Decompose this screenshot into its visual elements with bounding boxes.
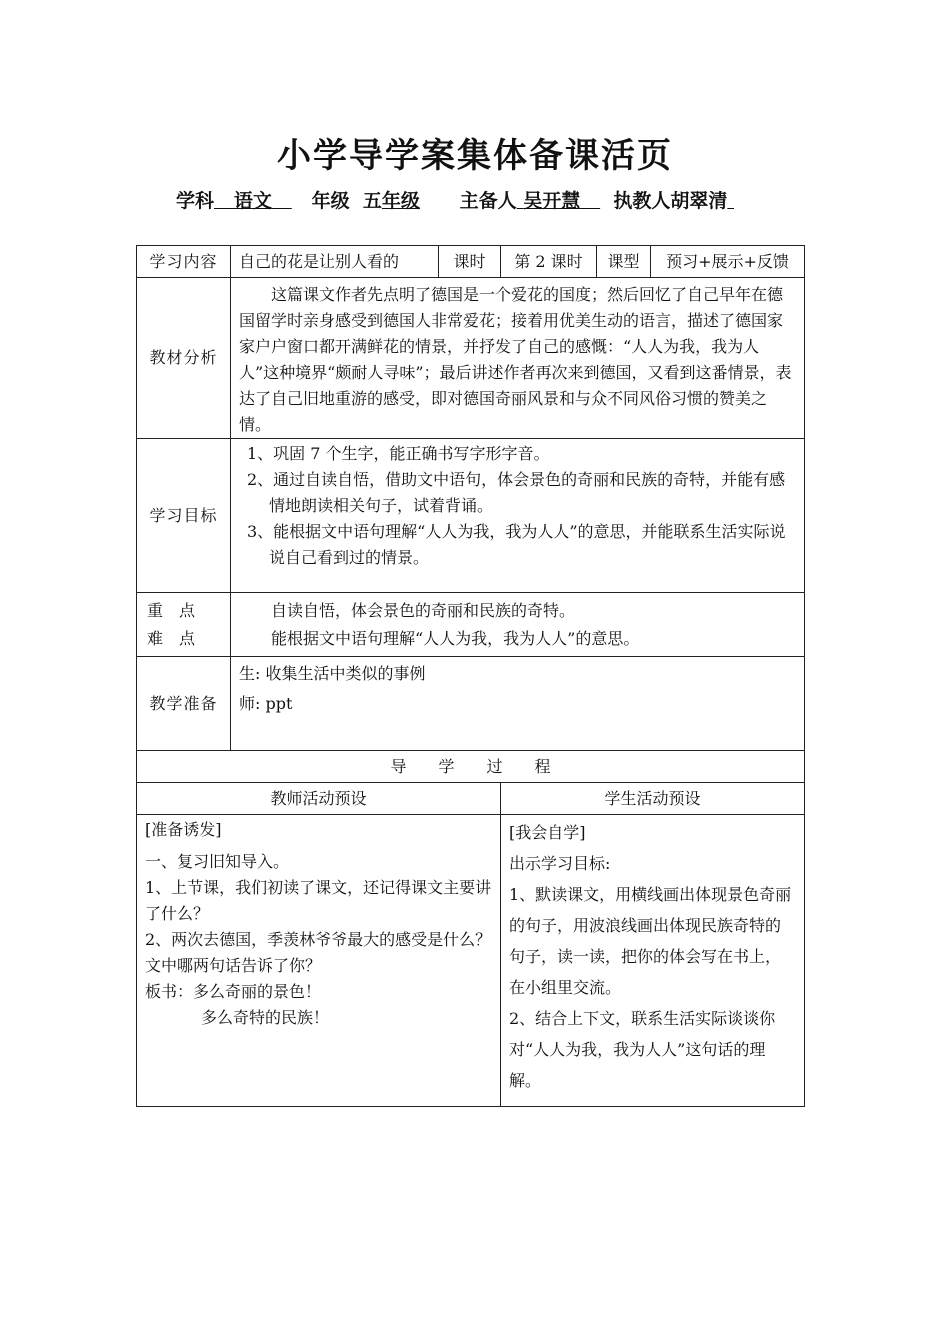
period-label: 课时 (439, 246, 501, 278)
key-points-row (137, 593, 805, 657)
preparation-content (231, 657, 805, 751)
key-points-labels (137, 593, 231, 657)
goals-content (231, 439, 805, 593)
teacher-label: 执教人 (613, 190, 671, 212)
goal-item: 1、巩固 7 个生字，能正确书写字形字音。 (247, 444, 550, 463)
preparer-value (517, 190, 601, 212)
student-column-header: 学生活动预设 (501, 783, 805, 815)
subject-text: 语文 (233, 190, 272, 212)
preparer-text: 吴开慧 (523, 190, 581, 212)
analysis-paragraph: 这篇课文作者先点明了德国是一个爱花的国度；然后回忆了自己早年在德国留学时亲身感受到德国人非常爱花；接着用优美生动的语言，描述了德国家家户户窗口都开满鲜花的情景，并抒发了自己的感慨：“人人为我，我为人人”这种境界“颇耐人寻味”；最后讲述作者再次来到德国，又看到这番情景，表达了自己旧地重游的感受，即对德国奇丽风景和与众不同风俗习惯的赞美之情。 (239, 285, 792, 434)
goal-item: 3、能根据文中语句理解“人人为我，我为人人”的意思，并能联系生活实际说说自己看到过的情景。 (247, 522, 786, 567)
key-text: 自读自悟，体会景色的奇丽和民族的奇特。 (271, 601, 576, 620)
difficulty-label: 难 点 (147, 629, 196, 648)
teacher-column-header: 教师活动预设 (137, 783, 501, 815)
student-line: 出示学习目标: (509, 854, 611, 873)
student-section-title: [我会自学] (509, 823, 586, 842)
teacher-value: 胡翠清 (670, 190, 728, 212)
process-heading: 导 学 过 程 (137, 751, 805, 783)
process-columns-row (137, 783, 805, 815)
key-label: 重 点 (147, 601, 196, 620)
content-label: 学习内容 (137, 246, 231, 278)
content-value: 自己的花是让别人看的 (231, 246, 439, 278)
type-value: 预习+展示+反馈 (651, 246, 805, 278)
preparer-label: 主备人 (459, 190, 517, 212)
goals-row (137, 439, 805, 593)
grade-prefix: 五 (362, 190, 382, 212)
meta-line (176, 186, 734, 213)
teacher-section-title: [准备诱发] (145, 820, 222, 839)
teacher-line: 多么奇特的民族！ (201, 1008, 330, 1027)
preparation-teacher: 师: ppt (239, 694, 293, 713)
teacher-underline (727, 190, 734, 212)
preparation-student: 生: 收集生活中类似的事例 (239, 664, 426, 683)
header-row (137, 246, 805, 278)
preparation-label: 教学准备 (137, 657, 231, 751)
analysis-row (137, 278, 805, 439)
subject-value (214, 190, 292, 212)
preparation-row (137, 657, 805, 751)
teacher-line: 一、复习旧知导入。 (145, 852, 290, 871)
teacher-activities (137, 815, 501, 1107)
analysis-text (231, 278, 805, 439)
teacher-line: 2、两次去德国，季羡林爷爷最大的感受是什么？文中哪两句话告诉了你？ (145, 930, 492, 975)
teacher-line: 1、上节课，我们初读了课文，还记得课文主要讲了什么？ (145, 878, 492, 923)
teacher-line: 板书：多么奇丽的景色！ (145, 982, 322, 1001)
lesson-table (136, 245, 805, 1107)
page-title: 小学导学案集体备课活页 (277, 136, 673, 176)
analysis-label: 教材分析 (137, 278, 231, 439)
goals-label: 学习目标 (137, 439, 231, 593)
student-line: 2、结合上下文，联系生活实际谈谈你对“人人为我，我为人人”这句话的理解。 (509, 1009, 776, 1090)
process-body-row (137, 815, 805, 1107)
goal-item: 2、通过自读自悟，借助文中语句，体会景色的奇丽和民族的奇特，并能有感情地朗读相关句子，试着背诵。 (247, 470, 786, 515)
subject-label: 学科 (176, 190, 215, 212)
type-label: 课型 (597, 246, 651, 278)
student-activities (501, 815, 805, 1107)
grade-label: 年级 (311, 190, 350, 212)
grade-value: 年级 (381, 190, 420, 212)
process-heading-row (137, 751, 805, 783)
key-points-content (231, 593, 805, 657)
student-line: 1、默读课文，用横线画出体现景色奇丽的句子，用波浪线画出体现民族奇特的句子，读一读，把你的体会写在书上，在小组里交流。 (509, 885, 792, 997)
difficulty-text: 能根据文中语句理解“人人为我，我为人人”的意思。 (271, 629, 640, 648)
period-value: 第 2 课时 (501, 246, 597, 278)
